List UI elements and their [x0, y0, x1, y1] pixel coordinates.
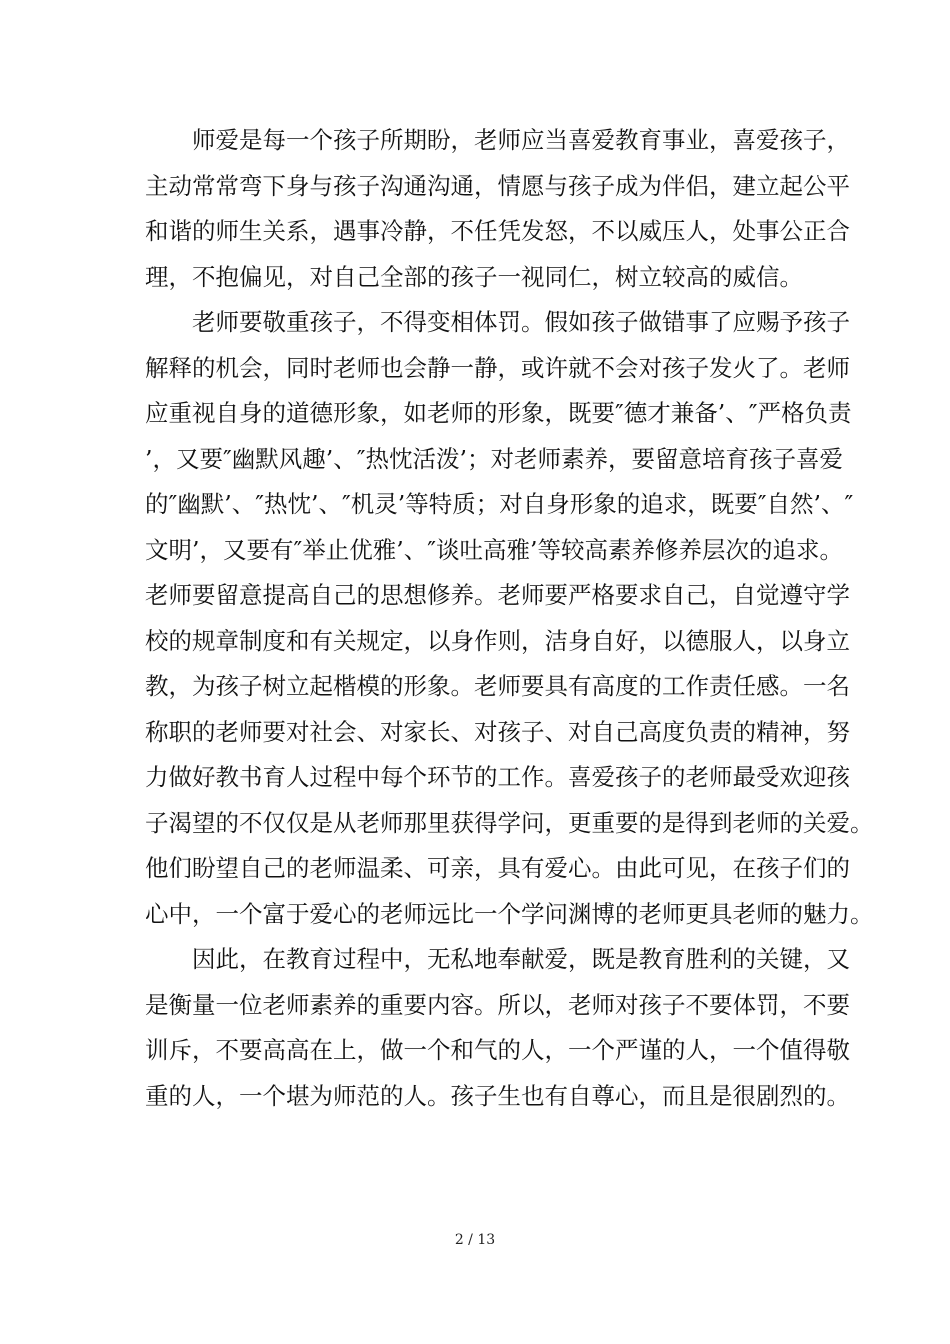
text-line: 心中，一个富于爱心的老师远比一个学问渊博的老师更具老师的魅力。	[145, 899, 874, 928]
text-line: 主动常常弯下身与孩子沟通沟通，情愿与孩子成为伴侣，建立起公平	[145, 171, 850, 200]
text-line: 应重视自身的道德形象，如老师的形象，既要″德才兼备’、″严格负责	[145, 399, 852, 427]
text-line: 因此，在教育过程中，无私地奉献爱，既是教育胜利的关键，又	[192, 945, 850, 973]
text-line: 是衡量一位老师素养的重要内容。所以，老师对孩子不要体罚，不要	[145, 990, 850, 1019]
text-line: 老师要留意提高自己的思想修养。老师要严格要求自己，自觉遵守学	[145, 581, 850, 609]
text-line: ’，又要″幽默风趣’、″热忱活泼’；对老师素养，要留意培育孩子喜爱	[145, 444, 843, 473]
text-line: 师爱是每一个孩子所期盼，老师应当喜爱教育事业，喜爱孩子，	[192, 126, 850, 154]
text-line: 和谐的师生关系，遇事冷静，不任凭发怒，不以威压人，处事公正合	[145, 217, 850, 245]
page-number: 2 / 13	[454, 1232, 496, 1248]
text-line: 称职的老师要对社会、对家长、对孩子、对自己高度负责的精神，努	[145, 717, 850, 746]
text-line: 力做好教书育人过程中每个环节的工作。喜爱孩子的老师最受欢迎孩	[145, 763, 850, 791]
text-line: 理，不抱偏见，对自己全部的孩子一视同仁，树立较高的威信。	[145, 262, 803, 291]
text-line: 解释的机会，同时老师也会静一静，或许就不会对孩子发火了。老师	[145, 353, 850, 382]
text-line: 文明’，又要有″举止优雅’、″谈吐高雅’等较高素养修养层次的追求。	[145, 535, 843, 564]
text-line: 子渴望的不仅仅是从老师那里获得学问，更重要的是得到老师的关爱。	[145, 808, 874, 837]
text-line: 校的规章制度和有关规定，以身作则，洁身自好，以德服人，以身立	[145, 626, 850, 655]
text-line: 他们盼望自己的老师温柔、可亲，具有爱心。由此可见，在孩子们的	[145, 854, 850, 882]
text-line: 训斥，不要高高在上，做一个和气的人，一个严谨的人，一个值得敬	[145, 1036, 850, 1064]
text-line: 老师要敬重孩子，不得变相体罚。假如孩子做错事了应赐予孩子	[192, 308, 850, 336]
text-line: 教，为孩子树立起楷模的形象。老师要具有高度的工作责任感。一名	[145, 672, 850, 700]
text-line: 的″幽默’、″热忱’、″机灵’等特质；对自身形象的追求，既要″自然’、″	[145, 490, 854, 518]
body-text	[145, 118, 874, 1119]
text-line: 重的人，一个堪为师范的人。孩子生也有自尊心，而且是很剧烈的。	[145, 1081, 850, 1110]
